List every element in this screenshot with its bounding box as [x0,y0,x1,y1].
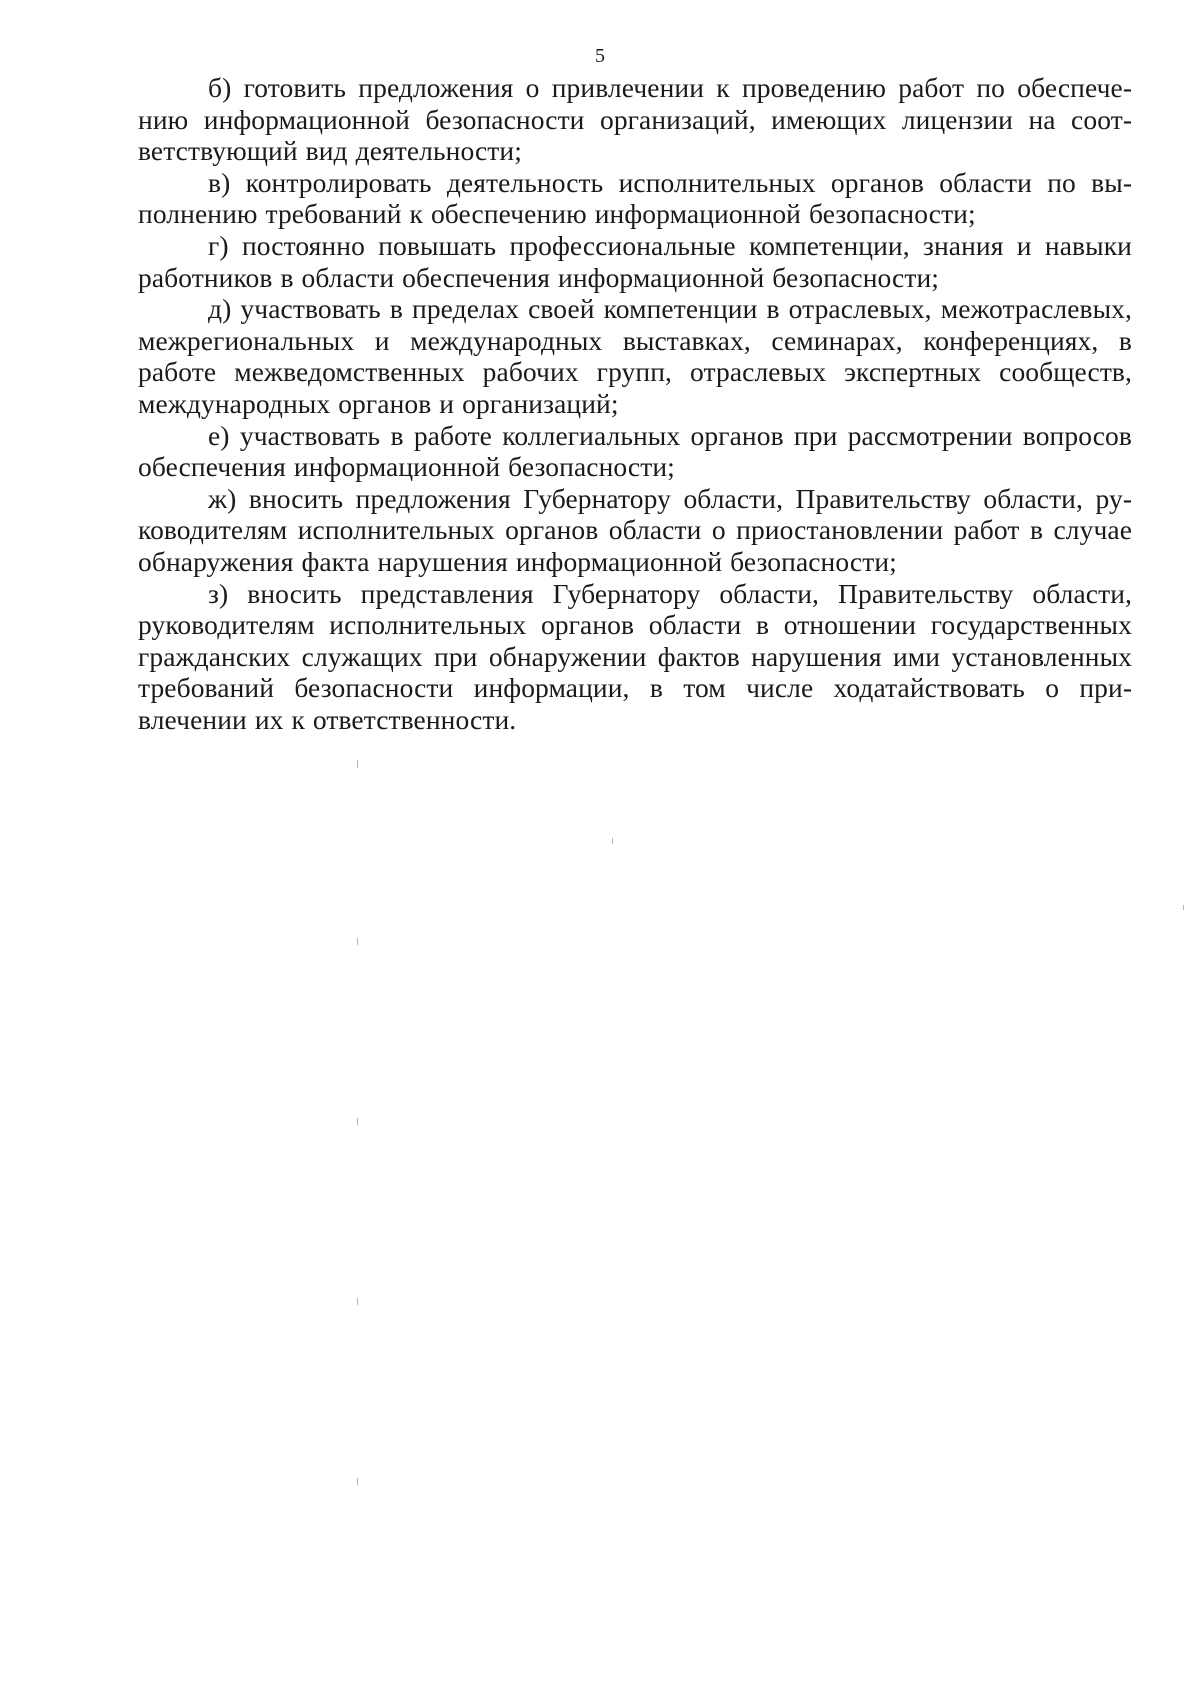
scan-speck [357,1298,358,1305]
paragraph-d: д) участвовать в пределах своей компетенции в отраслевых, межотраслевых, межрегиональных и международных выставках, семинарах, конференциях, в работе межведомственных рабочих групп, отраслевых экспертных сообществ, международных органов и организаций; [138,293,1132,419]
scan-speck [357,1118,358,1125]
paragraph-e: е) участвовать в работе коллегиальных органов при рассмотрении вопросов обеспечения информационной безопасности; [138,419,1132,483]
paragraph-b: б) готовить предложения о привлечении к проведению работ по обеспечению информационной безопасности организаций, имеющих лицензии на соответствующий вид деятельности; [138,72,1132,167]
scan-speck [612,838,613,844]
scan-speck [357,938,358,945]
scan-speck [1183,905,1184,910]
scan-speck [357,760,358,768]
paragraph-zh: ж) вносить предложения Губернатору области, Правительству области, руководителям исполнительных органов области о приостановлении работ в случае обнаружения факта нарушения информационной безопасности; [138,482,1132,577]
scan-speck [357,1478,358,1485]
page-number: 5 [595,45,605,67]
paragraph-g: г) постоянно повышать профессиональные компетенции, знания и навыки работников в области обеспечения информационной безопасности; [138,229,1132,293]
paragraph-z: з) вносить представления Губернатору области, Правительству области, руководителям исполнительных органов области в отношении государственных гражданских служащих при обнаружении фактов нарушения ими установленных требований безопасности информации, в том числе ходатайствовать о привлечении их к ответственности. [138,577,1132,735]
document-body [138,72,1132,735]
paragraph-v: в) контролировать деятельность исполнительных органов области по выполнению требований к обеспечению информационной безопасности; [138,166,1132,230]
